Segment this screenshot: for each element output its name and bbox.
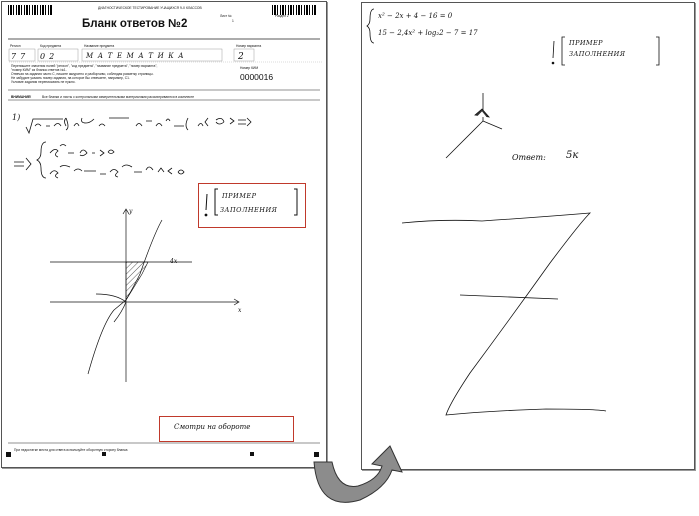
system-line-1: x² − 2x + 4 − 16 = 0 xyxy=(378,12,453,20)
see-back-text: Смотри на обороте xyxy=(174,423,251,431)
sheet-number: 1 xyxy=(232,19,234,23)
subject-code-label: Код предмета xyxy=(40,44,62,48)
variant-value: 2 xyxy=(238,52,244,62)
footer-note: При недостатке места для ответа используйте оборотную сторону бланка xyxy=(14,448,128,452)
answer-sheet-front xyxy=(1,1,327,468)
sheet-label: Лист № xyxy=(220,14,232,18)
task-number: 1) xyxy=(12,113,21,122)
warning-text: Все бланки и листы с контрольными измерительными материалами рассматриваются в комплекте xyxy=(42,95,195,99)
warning-label: ВНИМАНИЕ! xyxy=(11,95,32,99)
hatched-region xyxy=(126,262,148,300)
instructions-line-5: Условие задания переписывать не нужно. xyxy=(11,80,76,84)
axis-y-label: y xyxy=(129,208,133,215)
instructions-line-1: Перепишите значения полей "регион", "код предмета", "название предмета", "номер варианта", xyxy=(11,64,158,68)
sample-stamp-line-1: ПРИМЕР xyxy=(222,192,257,200)
kim-value: 0000016 xyxy=(240,72,274,82)
answer-value: 5к xyxy=(566,150,579,161)
section-label: Раздел 2 xyxy=(275,14,289,18)
top-caption: ДИАГНОСТИЧЕСКОЕ ТЕСТИРОВАНИЕ УЧАЩИХСЯ 9-Х КЛАССОВ xyxy=(98,6,202,10)
region-label: Регион xyxy=(10,44,21,48)
instructions-line-4: Не забудьте указать номер задания, на которое Вы отвечаете, например, С1. xyxy=(11,76,130,80)
subject-code-value: 02 xyxy=(40,52,59,61)
front-drawings xyxy=(2,2,326,467)
kim-label: Номер КИМ xyxy=(240,66,259,70)
back-drawings xyxy=(362,3,694,469)
subject-name-label: Название предмета xyxy=(84,44,115,48)
sample-stamp-line-1: ПРИМЕР xyxy=(569,39,603,47)
axis-x-label: x xyxy=(238,307,242,314)
subject-name-value: МАТЕМАТИКА xyxy=(86,52,189,60)
graph-curve-label: 4x xyxy=(170,258,178,265)
sample-stamp-line-2: ЗАПОЛНЕНИЯ xyxy=(220,206,278,214)
instructions-line-2: "номер КИМ" из бланка ответов №1. xyxy=(11,68,67,72)
answer-sheet-back xyxy=(361,2,695,470)
region-value: 77 xyxy=(11,52,30,61)
instructions-line-3: Отвечая на задания части С, пишите аккуратно и разборчиво, соблюдая разметку страницы. xyxy=(11,72,154,76)
sample-stamp-line-2: ЗАПОЛНЕНИЯ xyxy=(569,50,626,58)
page-title: Бланк ответов №2 xyxy=(82,18,188,30)
variant-label: Номер варианта xyxy=(236,44,262,48)
system-line-2: 15 − 2,4x² + log₂2 − 7 = 17 xyxy=(378,29,478,37)
answer-label: Ответ: xyxy=(512,153,546,162)
